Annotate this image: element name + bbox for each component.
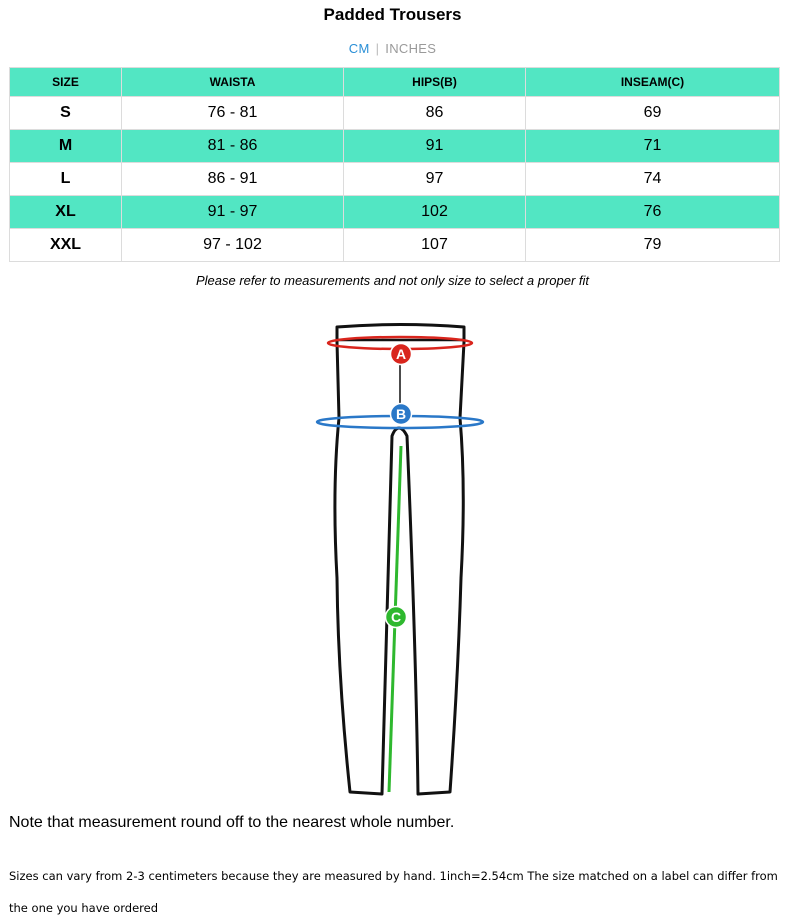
rounding-note: Note that measurement round off to the nearest whole number. bbox=[9, 814, 455, 831]
header-waist: WAISTA bbox=[122, 68, 344, 97]
size-cell: XXL bbox=[10, 229, 122, 262]
unit-inches-toggle[interactable]: INCHES bbox=[385, 41, 437, 56]
table-row bbox=[10, 130, 780, 163]
unit-separator: | bbox=[375, 41, 380, 56]
hips-cell: 91 bbox=[344, 130, 526, 163]
marker-a-label: A bbox=[395, 346, 407, 362]
size-cell: XL bbox=[10, 196, 122, 229]
marker-b bbox=[391, 404, 412, 425]
waist-cell: 97 - 102 bbox=[122, 229, 344, 262]
marker-b-label: B bbox=[395, 406, 407, 422]
variation-note: Sizes can vary from 2-3 centimeters because they are measured by hand. 1inch=2.54cm The size matched on a label can differ from the one you have ordered bbox=[9, 869, 778, 915]
header-size: SIZE bbox=[10, 68, 122, 97]
waist-cell: 81 - 86 bbox=[122, 130, 344, 163]
inseam-cell: 69 bbox=[526, 97, 780, 130]
inseam-cell: 79 bbox=[526, 229, 780, 262]
unit-cm-toggle[interactable]: CM bbox=[348, 41, 370, 56]
page-title: Padded Trousers bbox=[323, 5, 462, 24]
marker-c-label: C bbox=[390, 609, 402, 625]
inseam-cell: 74 bbox=[526, 163, 780, 196]
hips-cell: 107 bbox=[344, 229, 526, 262]
hips-cell: 102 bbox=[344, 196, 526, 229]
size-chart-table bbox=[9, 67, 780, 262]
table-header-row bbox=[10, 68, 780, 97]
marker-c bbox=[386, 607, 407, 628]
hips-cell: 86 bbox=[344, 97, 526, 130]
hips-cell: 97 bbox=[344, 163, 526, 196]
inseam-cell: 71 bbox=[526, 130, 780, 163]
size-cell: M bbox=[10, 130, 122, 163]
size-cell: L bbox=[10, 163, 122, 196]
size-cell: S bbox=[10, 97, 122, 130]
trousers-measurement-diagram bbox=[300, 318, 490, 800]
table-row bbox=[10, 163, 780, 196]
waist-cell: 76 - 81 bbox=[122, 97, 344, 130]
fit-note: Please refer to measurements and not only size to select a proper fit bbox=[195, 273, 590, 288]
marker-a bbox=[391, 344, 412, 365]
header-hips: HIPS(B) bbox=[344, 68, 526, 97]
waist-cell: 91 - 97 bbox=[122, 196, 344, 229]
waist-cell: 86 - 91 bbox=[122, 163, 344, 196]
table-row bbox=[10, 97, 780, 130]
inseam-cell: 76 bbox=[526, 196, 780, 229]
table-row bbox=[10, 229, 780, 262]
table-row bbox=[10, 196, 780, 229]
header-inseam: INSEAM(C) bbox=[526, 68, 780, 97]
unit-switch bbox=[0, 40, 785, 58]
